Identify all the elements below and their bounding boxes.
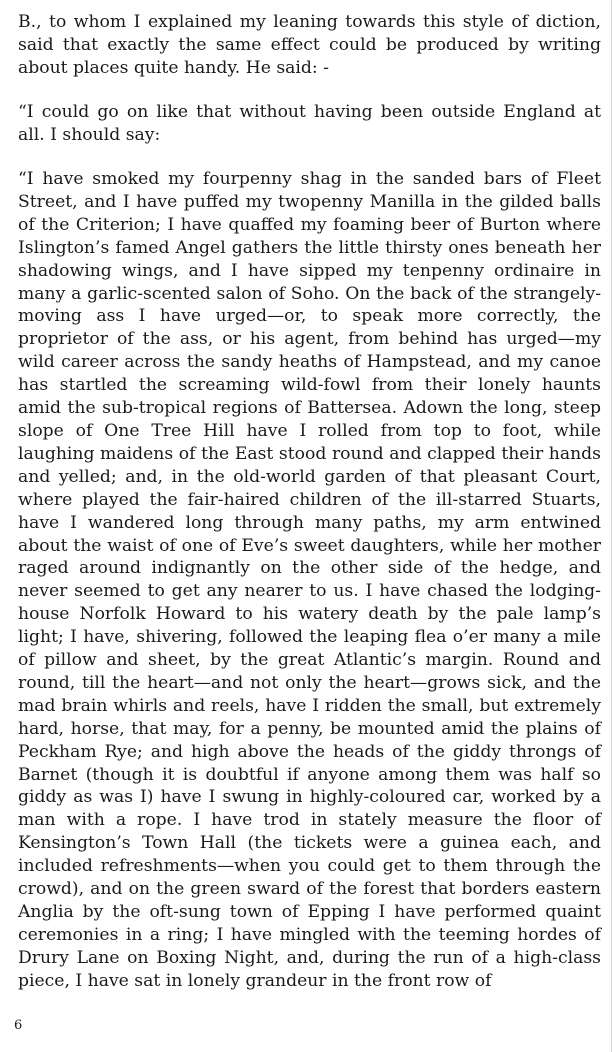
paragraph-intro: B., to whom I explained my leaning towards this style of diction, said that exactly the same effect could be produced by writing about places quite handy. He said: - [18,12,601,78]
page-number: 6 [14,1018,23,1033]
paragraph-quote-opening: “I could go on like that without having been outside England at all. I should say: [18,102,601,145]
paragraph-quote-body: “I have smoked my fourpenny shag in the sanded bars of Fleet Street, and I have puffed my twopenny Manilla in the gilded balls of the Criterion; I have quaffed my foaming beer of Burton where Islington’s famed Angel gathers the little thirsty ones beneath her shadowing wings, and I have sipped my tenpenny ordinaire in many a garlic-scented salon of Soho. On the back of the strangely-moving ass I have urged—or, to speak more correctly, the proprietor of the ass, or his agent, from behind has urged—my wild career across the sandy heaths of Hampstead, and my canoe has startled the screaming wild-fowl from their lonely haunts amid the sub-tropical regions of Battersea. Adown the long, steep slope of One Tree Hill have I rolled from top to foot, while laughing maidens of the East stood round and clapped their hands and yelled; and, in the old-world garden of that pleasant Court, where played the fair-haired children of the ill-starred Stuarts, have I wandered long through many paths, my arm entwined about the waist of one of Eve’s sweet daughters, while her mother raged around indignantly on the other side of the hedge, and never seemed to get any nearer to us. I have chased the lodging-house Norfolk Howard to his watery death by the pale lamp’s light; I have, shivering, followed the leaping flea o’er many a mile of pillow and sheet, by the great Atlantic’s margin. Round and round, till the heart—and not only the heart—grows sick, and the mad brain whirls and reels, have I ridden the small, but extremely hard, horse, that may, for a penny, be mounted amid the plains of Peckham Rye; and high above the heads of the giddy throngs of Barnet (though it is doubtful if anyone among them was half so giddy as was I) have I swung in highly-coloured car, worked by a man with a rope. I have trod in stately measure the floor of Kensington’s Town Hall (the tickets were a guinea each, and included refreshments—when you could get to them through the crowd), and on the green sward of the forest that borders eastern Anglia by the oft-sung town of Epping I have performed quaint ceremonies in a ring; I have mingled with the teeming hordes of Drury Lane on Boxing Night, and, during the run of a high-class piece, I have sat in lonely grandeur in the front row of [18,169,601,991]
